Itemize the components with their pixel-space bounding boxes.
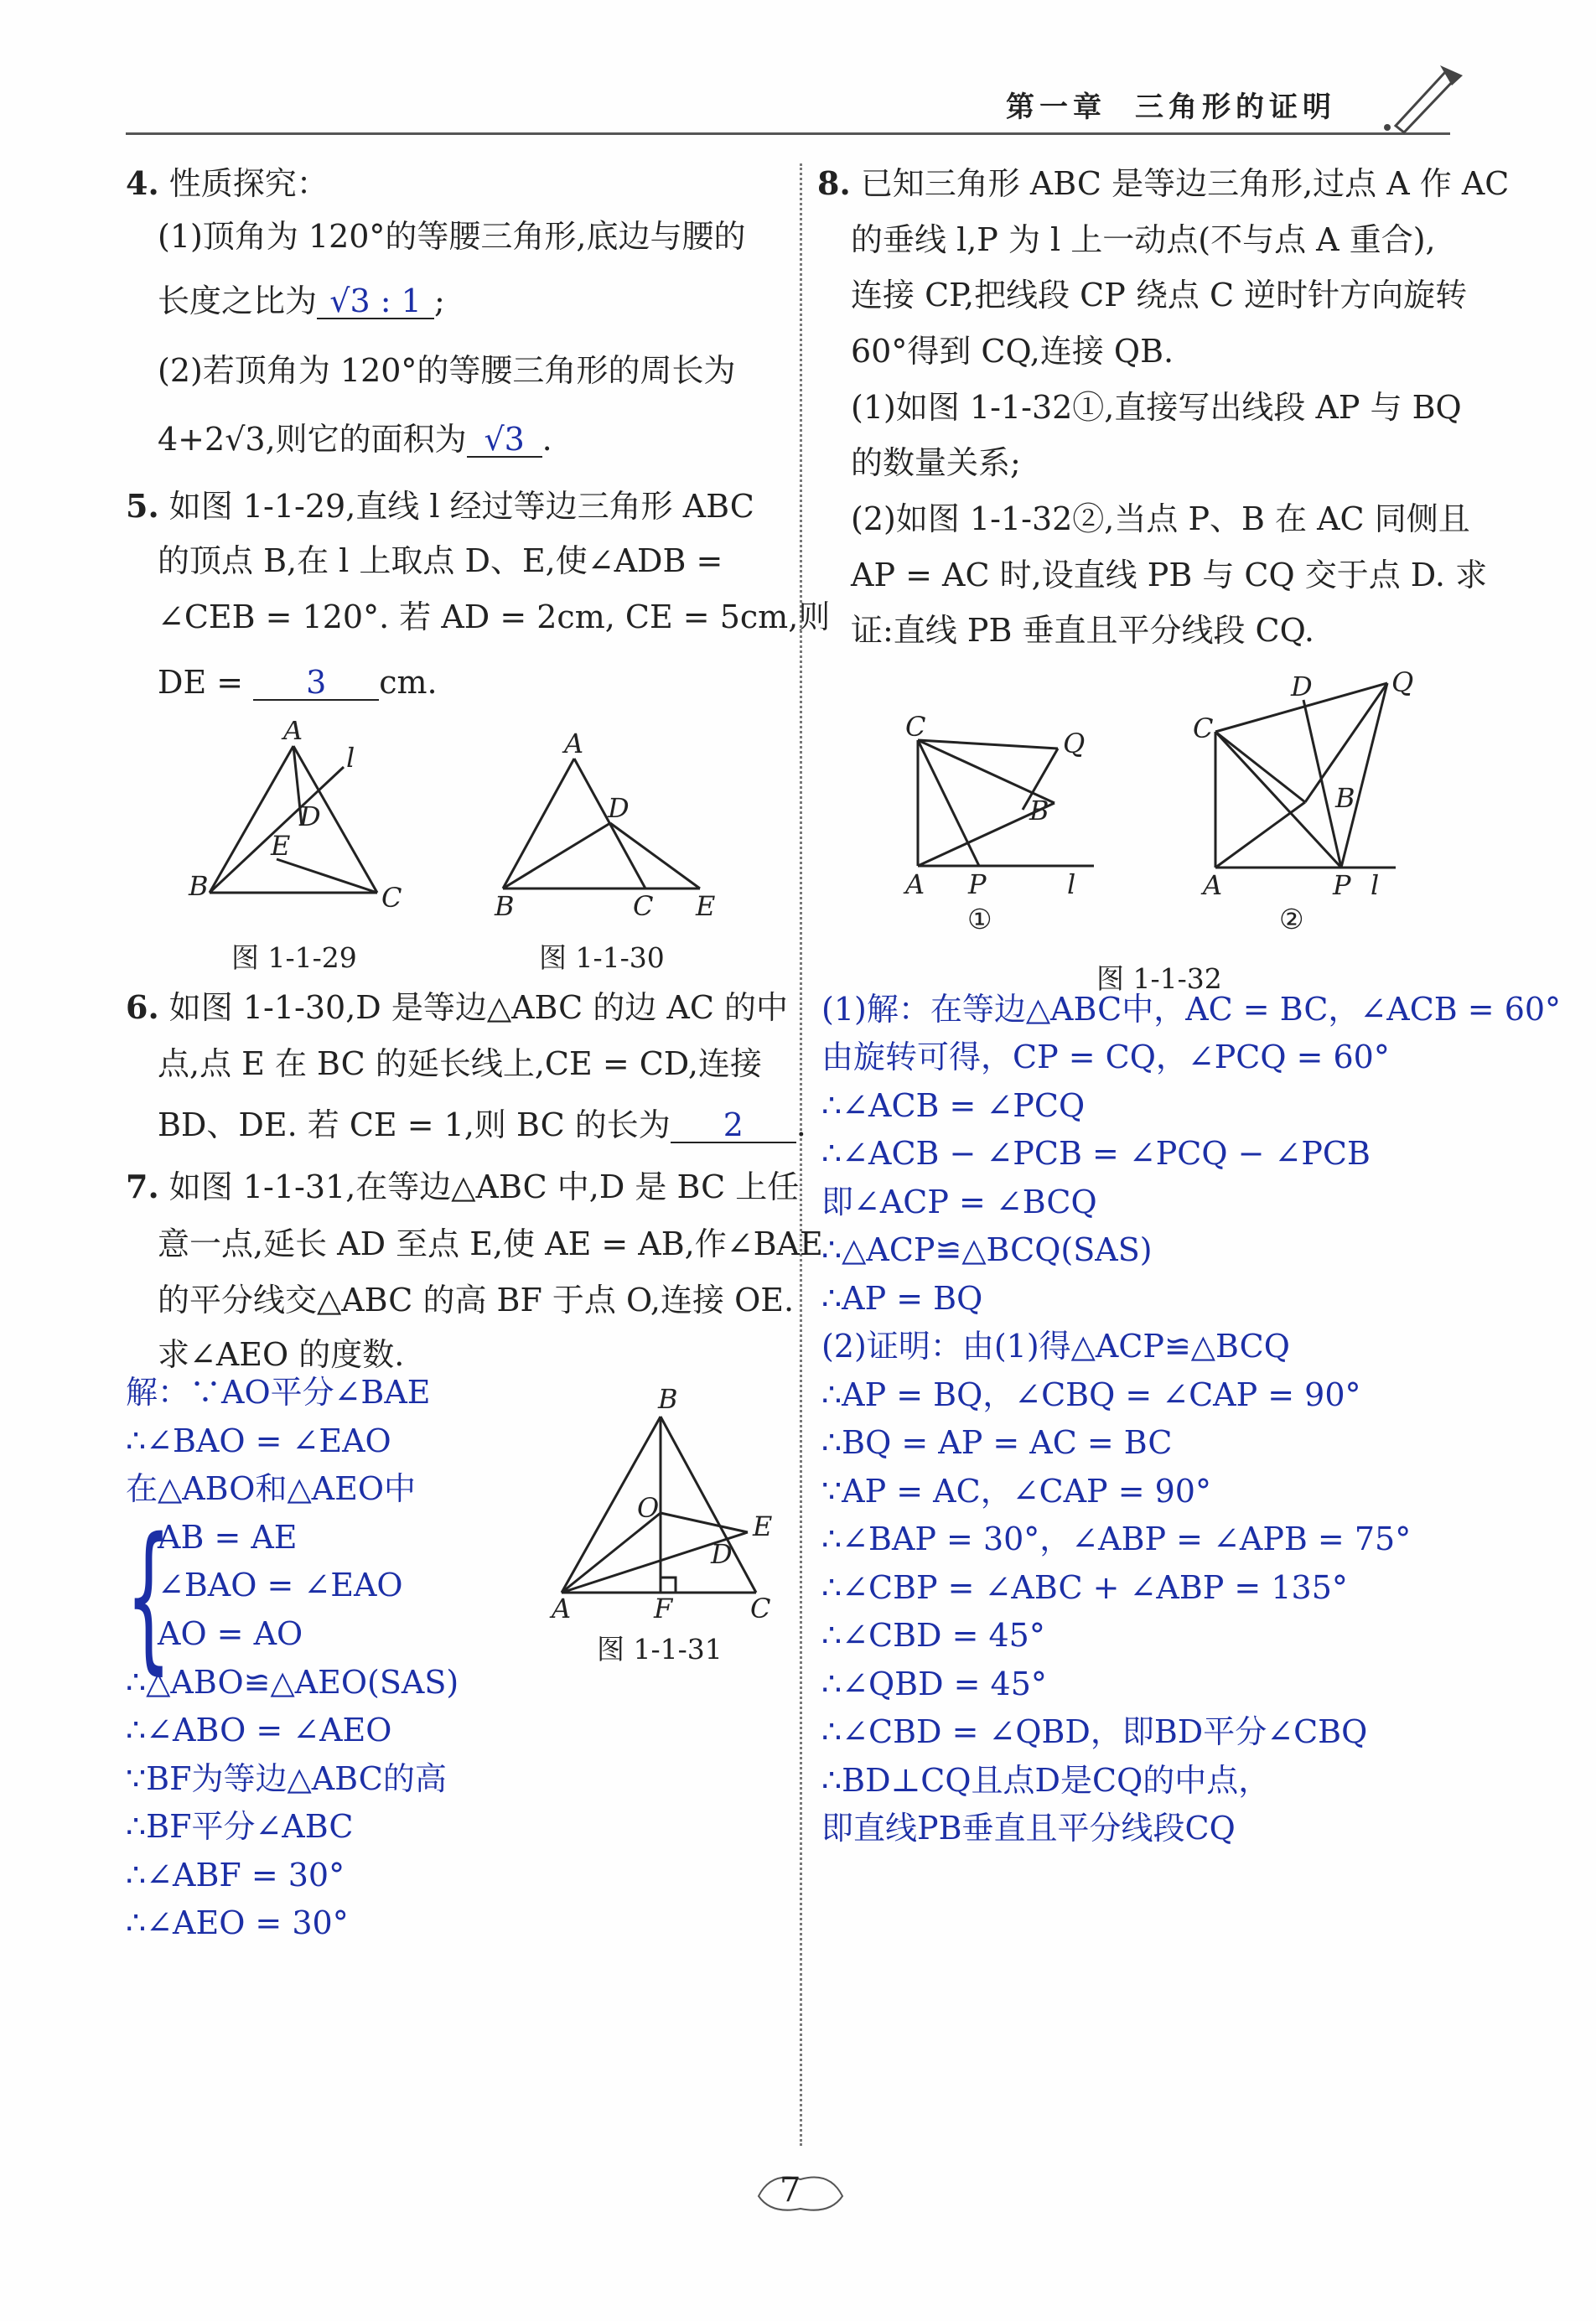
figure-1-1-30 (490, 729, 725, 922)
fig32a-label-c: C (905, 711, 926, 743)
sol7-line: AB = AE (158, 1519, 298, 1556)
fig29-label-d: D (299, 800, 321, 832)
fig32a-label-p: P (968, 868, 987, 900)
fig32b-label-d: D (1291, 671, 1313, 702)
fig31-caption: 图 1-1-31 (597, 1633, 723, 1666)
q4-part1-cont: 长度之比为 √3 : 1 ; (158, 282, 445, 319)
fig31-label-e: E (753, 1510, 773, 1542)
q5-answer: 3 (253, 666, 379, 701)
fig32b-label-b: B (1335, 782, 1355, 814)
q8-line4: 60°得到 CQ,连接 QB. (851, 333, 1174, 370)
fig32-sub1: ① (967, 903, 992, 935)
q7-line2: 意一点,延长 AD 至点 E,使 AE = AB,作∠BAE (158, 1225, 823, 1262)
header-rule (126, 132, 1450, 135)
fig32-caption: 图 1-1-32 (1096, 962, 1222, 995)
q7-line3: 的平分线交△ABC 的高 BF 于点 O,连接 OE. (158, 1282, 795, 1319)
fig32a-label-q: Q (1063, 728, 1086, 759)
fig32a-label-b: B (1029, 795, 1049, 826)
q6-line3: BD、DE. 若 CE = 1,则 BC 的长为 2 . (158, 1106, 806, 1143)
sol7-brace: { (126, 1504, 172, 1689)
q4-title: 4. 性质探究： (126, 164, 329, 202)
figure-1-1-32-part1 (893, 702, 1111, 904)
fig32b-label-q: Q (1391, 666, 1414, 698)
fig29-label-c: C (381, 882, 402, 914)
q8-line3: 连接 CP,把线段 CP 绕点 C 逆时针方向旋转 (851, 277, 1468, 313)
fig30-label-d: D (608, 792, 630, 824)
pen-decoration-icon (1375, 59, 1475, 134)
q5-line2: 的顶点 B,在 l 上取点 D、E,使∠ADB = (158, 542, 723, 579)
q8-line7: (2)如图 1-1-32②,当点 P、B 在 AC 同侧且 (851, 500, 1470, 537)
q4-part2: (2)若顶角为 120°的等腰三角形的周长为 (158, 352, 736, 389)
fig32a-label-a: A (905, 868, 925, 900)
sol7-line: ∠BAO = ∠EAO (158, 1567, 403, 1603)
sol8-line: ∴∠CBP = ∠ABC + ∠ABP = 135° (821, 1569, 1348, 1606)
figure-1-1-29 (172, 721, 423, 922)
column-divider (800, 163, 802, 2146)
q8-line1: 8. 已知三角形 ABC 是等边三角形,过点 A 作 AC (817, 164, 1510, 202)
q8-line5: (1)如图 1-1-32①,直接写出线段 AP 与 BQ (851, 389, 1462, 426)
q8-line2: 的垂线 l,P 为 l 上一动点(不与点 A 重合), (851, 221, 1436, 258)
sol8-line: ∴∠QBD = 45° (821, 1666, 1047, 1702)
q4-part2-cont: 4+2√3,则它的面积为 √3 . (158, 421, 552, 458)
q5-line1: 5. 如图 1-1-29,直线 l 经过等边三角形 ABC (126, 487, 754, 525)
sol7-line: ∴∠AEO = 30° (126, 1904, 349, 1941)
sol8-line: ∴BQ = AP = AC = BC (821, 1424, 1173, 1461)
sol8-line: 即∠ACP = ∠BCQ (821, 1184, 1097, 1220)
sol7-line: AO = AO (158, 1615, 303, 1652)
figure-1-1-31 (536, 1383, 788, 1626)
sol8-line: ∴∠BAP = 30°，∠ABP = ∠APB = 75° (821, 1521, 1412, 1557)
fig31-label-f: F (654, 1593, 673, 1624)
fig30-label-c: C (633, 890, 654, 922)
fig31-label-d: D (711, 1538, 733, 1570)
q4-answer-area: √3 (467, 422, 542, 458)
q8-line8: AP = AC 时,设直线 PB 与 CQ 交于点 D. 求 (851, 557, 1488, 593)
sol7-line: 解：∵AO平分∠BAE (126, 1374, 431, 1411)
sol8-line: 由旋转可得，CP = CQ，∠PCQ = 60° (821, 1039, 1390, 1075)
fig31-label-c: C (750, 1593, 771, 1624)
sol8-line: ∴BD⊥CQ且点D是CQ的中点， (821, 1762, 1271, 1799)
q5-line4: DE = 3 cm. (158, 664, 438, 701)
sol8-line: ∴∠CBD = 45° (821, 1617, 1045, 1654)
fig32b-label-p: P (1333, 869, 1351, 901)
q8-line6: 的数量关系; (851, 444, 1021, 481)
sol7-line: ∵BF为等边△ABC的高 (126, 1760, 447, 1797)
sol8-line: ∴AP = BQ，∠CBQ = ∠CAP = 90° (821, 1376, 1361, 1413)
sol8-line: (2)证明：由(1)得△ACP≌△BCQ (821, 1328, 1290, 1365)
fig30-label-e: E (696, 890, 716, 922)
fig30-label-b: B (495, 890, 515, 922)
sol7-line: ∴BF平分∠ABC (126, 1808, 354, 1845)
q6-line1: 6. 如图 1-1-30,D 是等边△ABC 的边 AC 的中 (126, 988, 788, 1026)
sol8-line: ∴△ACP≌△BCQ(SAS) (821, 1231, 1153, 1268)
page-number: 7 (780, 2171, 801, 2210)
fig32b-label-c: C (1193, 712, 1214, 744)
fig32a-label-l: l (1067, 868, 1076, 900)
fig30-caption: 图 1-1-30 (539, 941, 665, 974)
sol8-line: ∴∠ACB − ∠PCB = ∠PCQ − ∠PCB (821, 1135, 1371, 1172)
fig32b-label-l: l (1371, 869, 1380, 901)
chapter-number: 第一章 (1006, 91, 1106, 124)
sol7-line: 在△ABO和△AEO中 (126, 1470, 417, 1507)
chapter-title: 三角形的证明 (1135, 91, 1336, 124)
fig32b-label-a: A (1203, 869, 1223, 901)
q5-line3: ∠CEB = 120°. 若 AD = 2cm, CE = 5cm,则 (158, 598, 831, 635)
chapter-header (1006, 84, 1336, 125)
fig29-label-l: l (346, 742, 355, 774)
fig31-label-b: B (658, 1383, 678, 1415)
q6-answer: 2 (671, 1108, 796, 1143)
sol8-line: ∴AP = BQ (821, 1280, 983, 1317)
fig30-label-a: A (564, 729, 584, 759)
fig29-label-a: A (283, 721, 303, 746)
q7-line1: 7. 如图 1-1-31,在等边△ABC 中,D 是 BC 上任 (126, 1168, 800, 1205)
sol8-line: (1)解：在等边△ABC中，AC = BC，∠ACB = 60° (821, 991, 1562, 1028)
fig31-label-o: O (637, 1492, 660, 1524)
fig29-label-b: B (189, 870, 209, 902)
q8-line9: 证:直线 PB 垂直且平分线段 CQ. (851, 612, 1314, 649)
sol7-line: ∴∠ABF = 30° (126, 1857, 345, 1894)
q4-answer-ratio: √3 : 1 (317, 284, 434, 319)
q7-line4: 求∠AEO 的度数. (158, 1336, 405, 1373)
sol7-line: ∴△ABO≌△AEO(SAS) (126, 1664, 459, 1701)
sol8-line: 即直线PB垂直且平分线段CQ (821, 1810, 1236, 1847)
sol7-line: ∴∠ABO = ∠AEO (126, 1712, 392, 1749)
q4-part1: (1)顶角为 120°的等腰三角形,底边与腰的 (158, 218, 746, 255)
fig29-label-e: E (271, 830, 291, 862)
sol8-line: ∴∠ACB = ∠PCQ (821, 1087, 1086, 1124)
fig32-sub2: ② (1279, 903, 1304, 935)
figure-1-1-32-part2 (1178, 666, 1429, 901)
fig31-label-a: A (552, 1593, 572, 1624)
fig29-caption: 图 1-1-29 (231, 941, 357, 974)
sol7-line: ∴∠BAO = ∠EAO (126, 1422, 391, 1459)
q6-line2: 点,点 E 在 BC 的延长线上,CE = CD,连接 (158, 1045, 762, 1082)
sol8-line: ∵AP = AC，∠CAP = 90° (821, 1473, 1211, 1510)
sol8-line: ∴∠CBD = ∠QBD，即BD平分∠CBQ (821, 1713, 1368, 1750)
